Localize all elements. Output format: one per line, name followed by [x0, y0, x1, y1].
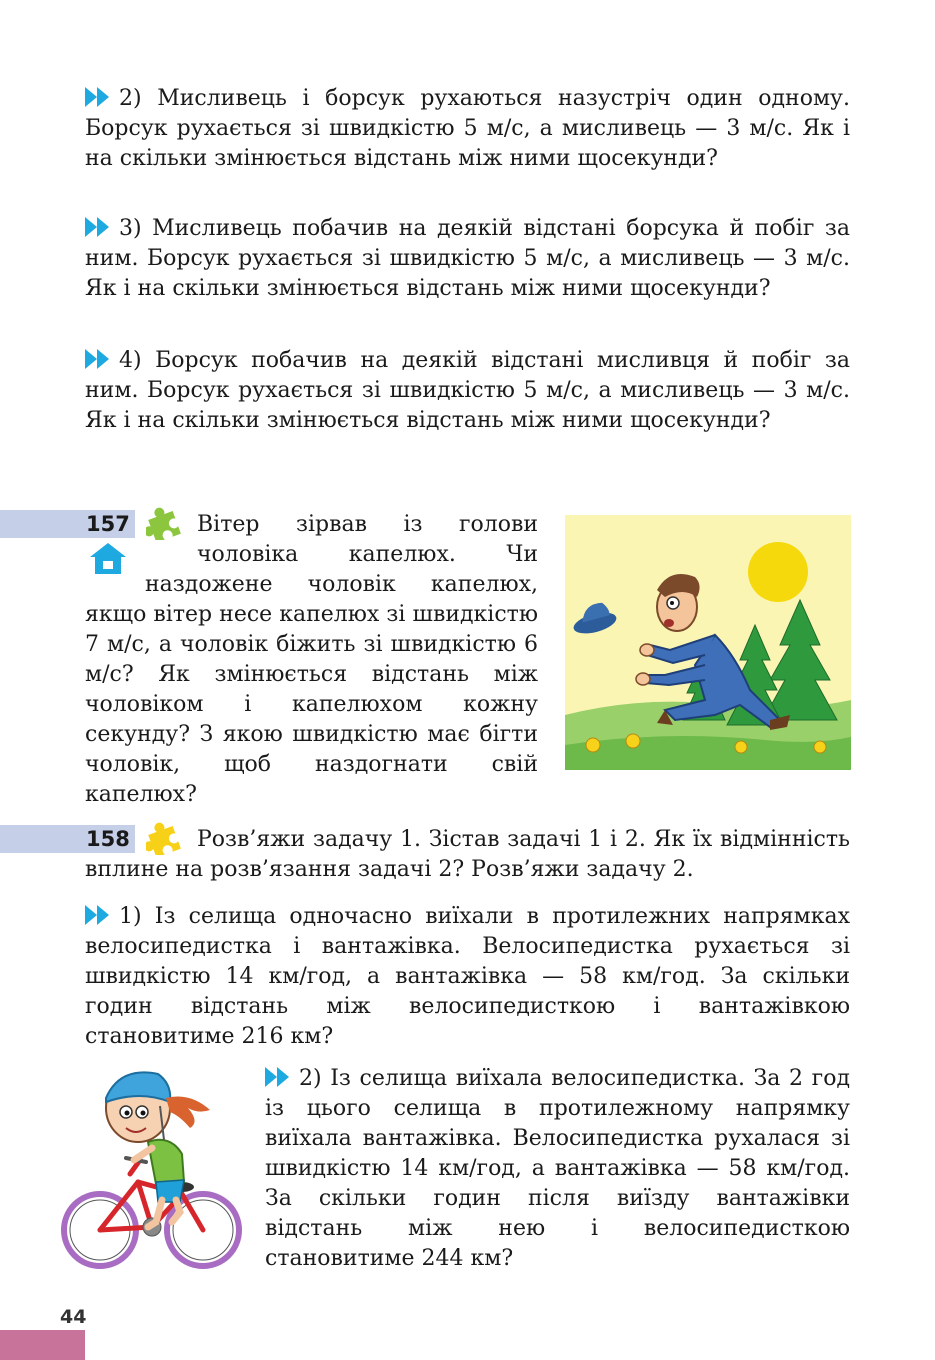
- sun-icon: [748, 542, 808, 602]
- task-158-1-paragraph: [85, 902, 850, 1052]
- problem-text: Вітер зірвав із голови чоловіка капелюх. Чи наздожене чоловік капелюх, якщо вітер несе капелюх зі швидкістю 7 м/с, а чоловік біжить зі швидкістю 6 м/с? Як змінюється відстань між чоловіком і капелюхом кожну секунду? З якою швидкістю має бігти чоловік, щоб наздогнати свій капелюх?: [85, 512, 538, 807]
- task-text: 2) Мисливець і борсук рухаються назустріч один одному. Борсук рухається зі швидкістю 5 м/с, а мисливець — 3 м/с. Як і на скільки змінюється відстань між ними щосекунди?: [85, 86, 850, 171]
- task-2-paragraph: [85, 84, 850, 174]
- double-arrow-icon: [85, 349, 115, 369]
- task-158-2-paragraph: [265, 1064, 850, 1274]
- page-color-tab: [0, 1330, 85, 1360]
- man-chasing-hat-illustration: [565, 515, 851, 770]
- problem-number: 157: [86, 512, 130, 536]
- task-text: 2) Із селища виїхала велосипедистка. За 2 год із цього селища в протилежному напрямку виїхала вантажівка. Велосипедистка рухалася зі швидкістю 14 км/год, а вантажівка — 58 км/год. За скільки годин після виїзду вантажівки відстань між нею і велосипедисткою становитиме 244 км?: [265, 1066, 850, 1271]
- double-arrow-icon: [85, 217, 115, 237]
- problem-157-text: [85, 510, 538, 810]
- task-text: 1) Із селища одночасно виїхали в протилежних напрямках велосипедистка і вантажівка. Велосипедистка рухається зі швидкістю 14 км/год, а вантажівка — 58 км/год. За скільки годин відстань між велосипедисткою і вантажівкою становитиме 216 км?: [85, 904, 850, 1049]
- task-3-paragraph: [85, 214, 850, 304]
- girl-on-bicycle-illustration: [60, 1062, 245, 1277]
- double-arrow-icon: [85, 905, 115, 925]
- problem-text: Розв’яжи задачу 1. Зістав задачі 1 і 2. Як їх відмінність вплине на розв’язання задачі 2? Розв’яжи задачу 2.: [85, 827, 850, 882]
- task-4-paragraph: [85, 346, 850, 436]
- task-text: 4) Борсук побачив на деякій відстані мисливця й побіг за ним. Борсук рухається зі швидкістю 5 м/с, а мисливець — 3 м/с. Як і на скільки змінюється відстань між ними щосекунди?: [85, 348, 850, 433]
- task-text: 3) Мисливець побачив на деякій відстані борсука й побіг за ним. Борсук рухається зі швидкістю 5 м/с, а мисливець — 3 м/с. Як і на скільки змінюється відстань між ними щосекунди?: [85, 216, 850, 301]
- page-number: 44: [60, 1306, 87, 1328]
- double-arrow-icon: [265, 1067, 295, 1087]
- problem-158-text: [85, 825, 850, 885]
- double-arrow-icon: [85, 87, 115, 107]
- problem-number: 158: [86, 827, 130, 851]
